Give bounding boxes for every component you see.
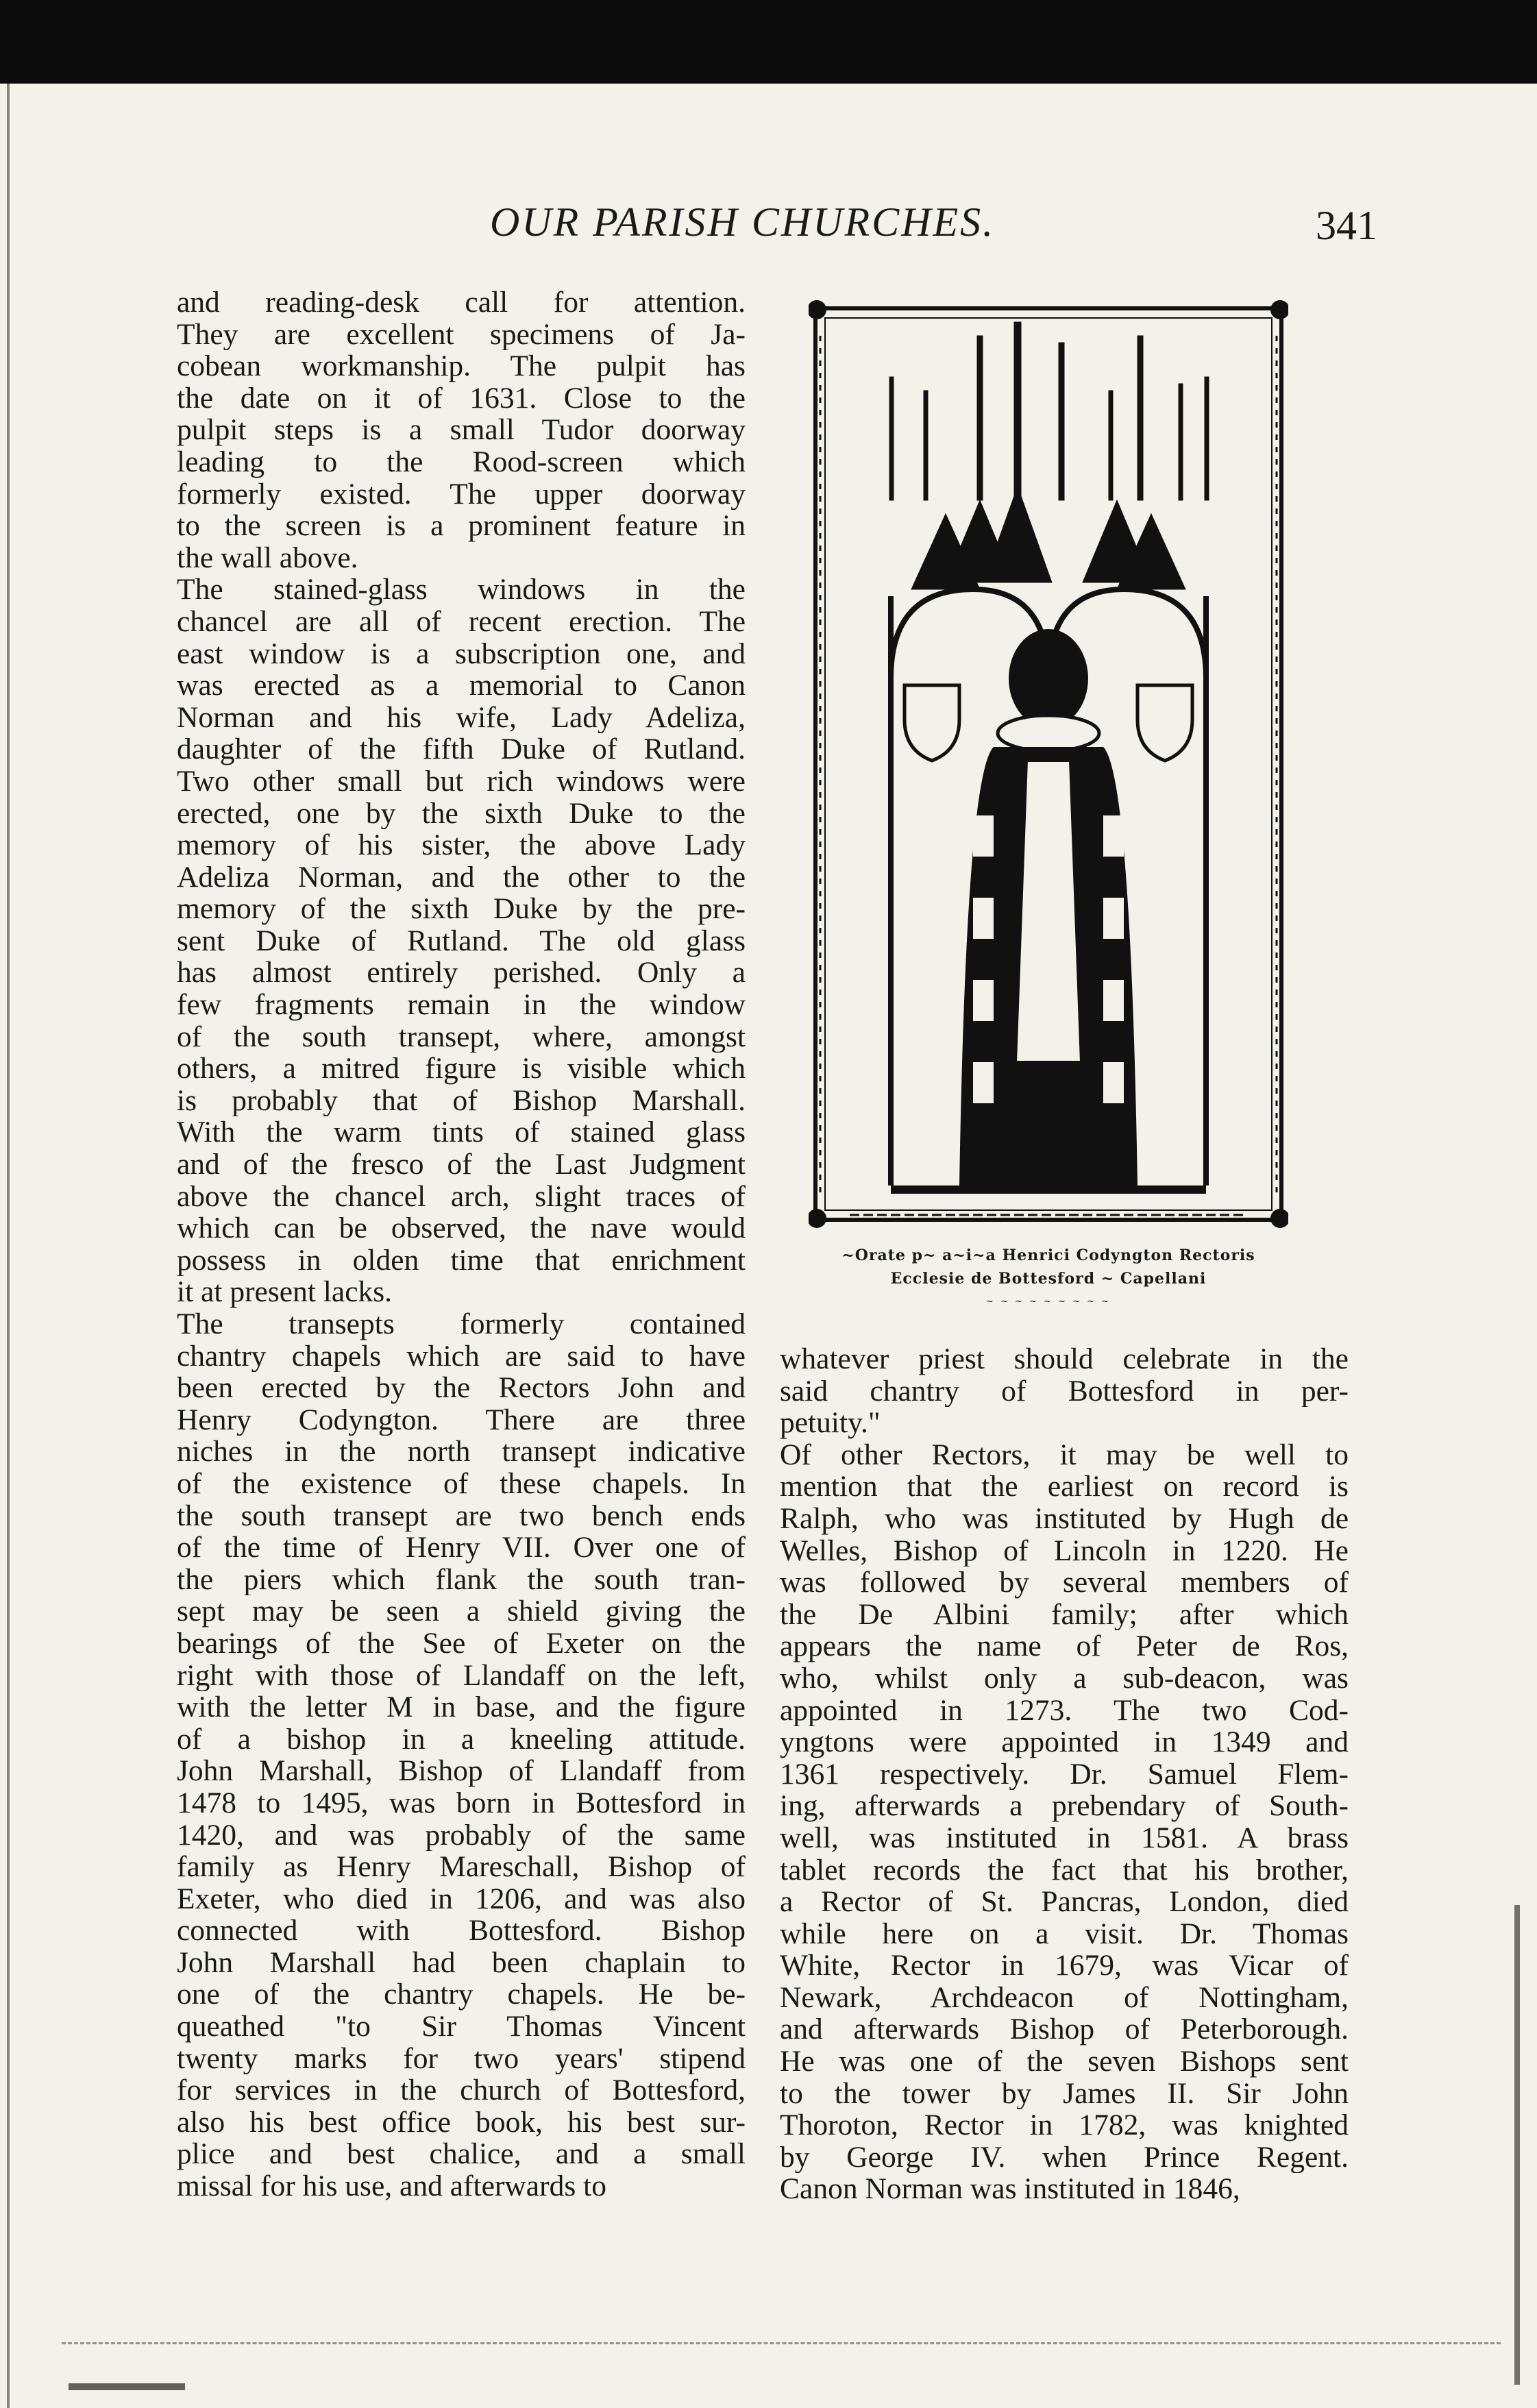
text-line: has almost entirely perished. Only a <box>177 957 746 990</box>
text-line: White, Rector in 1679, was Vicar of <box>780 1950 1349 1982</box>
text-line: petuity." <box>780 1407 881 1439</box>
text-line: chancel are all of recent erection. The <box>177 605 746 638</box>
text-line: Newark, Archdeacon of Nottingham, <box>780 1981 1349 2014</box>
text-line: The transepts formerly contained <box>177 1308 746 1340</box>
text-line: queathed "to Sir Thomas Vincent <box>177 2011 746 2043</box>
caption-line-3: ~ ~ ~ ~ ~ ~ ~ ~ ~ <box>985 1297 1111 1307</box>
text-line: leading to the Rood-screen which <box>177 445 746 478</box>
text-line: was erected as a memorial to Canon <box>177 669 746 702</box>
text-line: bearings of the See of Exeter on the <box>177 1627 746 1660</box>
text-line: and afterwards Bishop of Peterborough. <box>780 2013 1349 2046</box>
brass-effigy-figure <box>809 295 1288 1233</box>
text-line: right with those of Llandaff on the left, <box>177 1659 746 1692</box>
right-column-text <box>780 1343 1349 2205</box>
scan-smudge <box>69 2383 185 2390</box>
text-line: the south transept are two bench ends <box>177 1499 746 1532</box>
text-line: appointed in 1273. The two Cod- <box>780 1694 1349 1727</box>
text-line: one of the chantry chapels. He be- <box>177 1978 746 2011</box>
caption-line-2: Ecclesie de Bottesford ~ Capellani <box>890 1270 1207 1288</box>
text-line: memory of his sister, the above Lady <box>177 829 746 861</box>
text-line: 1420, and was probably of the same <box>177 1819 746 1852</box>
page-number: 341 <box>1316 203 1377 248</box>
text-line: Henry Codyngton. There are three <box>177 1403 746 1436</box>
text-line: pulpit steps is a small Tudor doorway <box>177 414 746 446</box>
text-line: and reading-desk call for attention. <box>177 286 746 319</box>
text-line: the wall above. <box>177 541 358 574</box>
text-line: connected with Bottesford. Bishop <box>177 1915 746 1947</box>
text-line: mention that the earliest on record is <box>780 1471 1349 1503</box>
text-line: daughter of the fifth Duke of Rutland. <box>177 733 746 765</box>
text-line: 1478 to 1495, was born in Bottesford in <box>177 1786 746 1819</box>
text-line: who, whilst only a sub-deacon, was <box>780 1662 1349 1695</box>
text-line: memory of the sixth Duke by the pre- <box>177 893 746 925</box>
text-line: ing, afterwards a prebendary of South- <box>780 1790 1349 1822</box>
text-line: above the chancel arch, slight traces of <box>177 1180 746 1213</box>
text-line: east window is a subscription one, and <box>177 637 746 670</box>
text-line: with the letter M in base, and the figure <box>177 1691 746 1723</box>
text-line: of the south transept, where, amongst <box>177 1020 746 1053</box>
text-line: Welles, Bishop of Lincoln in 1220. He <box>780 1534 1349 1567</box>
text-line: of a bishop in a kneeling attitude. <box>177 1723 746 1756</box>
text-line: Adeliza Norman, and the other to the <box>177 861 746 894</box>
left-column-text <box>177 286 746 2202</box>
text-line: said chantry of Bottesford in per- <box>780 1375 1349 1408</box>
text-line: of the existence of these chapels. In <box>177 1467 746 1500</box>
text-line: family as Henry Mareschall, Bishop of <box>177 1851 746 1883</box>
text-line: niches in the north transept indicative <box>177 1436 746 1468</box>
text-line: erected, one by the sixth Duke to the <box>177 797 746 830</box>
text-line: With the warm tints of stained glass <box>177 1116 746 1149</box>
text-line: Canon Norman was instituted in 1846, <box>780 2173 1240 2206</box>
text-line: Of other Rectors, it may be well to <box>780 1438 1349 1471</box>
text-line: missal for his use, and afterwards to <box>177 2170 606 2202</box>
text-line: well, was instituted in 1581. A brass <box>780 1821 1349 1854</box>
text-line: sent Duke of Rutland. The old glass <box>177 924 746 957</box>
text-line: whatever priest should celebrate in the <box>780 1343 1349 1375</box>
text-line: few fragments remain in the window <box>177 989 746 1021</box>
brass-effigy-illustration <box>809 295 1288 1233</box>
text-line: He was one of the seven Bishops sent <box>780 2045 1349 2078</box>
text-line: appears the name of Peter de Ros, <box>780 1630 1349 1662</box>
text-line: the De Albini family; after which <box>780 1598 1349 1631</box>
text-line: the date on it of 1631. Close to the <box>177 382 746 415</box>
text-line: a Rector of St. Pancras, London, died <box>780 1886 1349 1918</box>
caption-line-1: ~Orate p~ a~i~a Henrici Codyngton Rectoris <box>841 1246 1255 1264</box>
text-line: to the tower by James II. Sir John <box>780 2077 1349 2110</box>
text-line: Thoroton, Rector in 1782, was knighted <box>780 2109 1349 2141</box>
text-line: The stained-glass windows in the <box>177 574 746 606</box>
running-title: OUR PARISH CHURCHES. <box>490 199 996 245</box>
scan-top-border <box>0 0 1537 84</box>
text-line: chantry chapels which are said to have <box>177 1340 746 1373</box>
text-line: John Marshall, Bishop of Llandaff from <box>177 1755 746 1787</box>
text-line: is probably that of Bishop Marshall. <box>177 1084 746 1117</box>
text-line: They are excellent specimens of Ja- <box>177 318 746 351</box>
text-line: Exeter, who died in 1206, and was also <box>177 1882 746 1915</box>
text-line: the piers which flank the south tran- <box>177 1563 746 1596</box>
figure-caption <box>781 1244 1316 1314</box>
text-line: also his best office book, his best sur- <box>177 2106 746 2139</box>
text-line: cobean workmanship. The pulpit has <box>177 350 746 382</box>
text-line: and of the fresco of the Last Judgment <box>177 1148 746 1181</box>
text-line: Ralph, who was instituted by Hugh de <box>780 1502 1349 1535</box>
text-line: tablet records the fact that his brother, <box>780 1854 1349 1887</box>
text-line: sept may be seen a shield giving the <box>177 1595 746 1627</box>
text-line: by George IV. when Prince Regent. <box>780 2141 1349 2174</box>
text-line: it at present lacks. <box>177 1276 393 1308</box>
text-line: while here on a visit. Dr. Thomas <box>780 1917 1349 1950</box>
footer-rule <box>62 2342 1501 2344</box>
text-line: of the time of Henry VII. Over one of <box>177 1532 746 1564</box>
text-line: to the screen is a prominent feature in <box>177 510 746 542</box>
text-line: which can be observed, the nave would <box>177 1212 746 1244</box>
text-line: possess in olden time that enrichment <box>177 1244 746 1277</box>
text-line: for services in the church of Bottesford, <box>177 2074 746 2106</box>
text-line: others, a mitred figure is visible which <box>177 1053 746 1085</box>
text-line: yngtons were appointed in 1349 and <box>780 1726 1349 1758</box>
text-line: twenty marks for two years' stipend <box>177 2042 746 2075</box>
text-line: plice and best chalice, and a small <box>177 2138 746 2171</box>
text-line: formerly existed. The upper doorway <box>177 478 746 511</box>
text-line: was followed by several members of <box>780 1567 1349 1599</box>
text-line: John Marshall had been chaplain to <box>177 1946 746 1979</box>
text-line: 1361 respectively. Dr. Samuel Flem- <box>780 1758 1349 1791</box>
scan-left-edge <box>7 84 10 2408</box>
text-line: been erected by the Rectors John and <box>177 1372 746 1404</box>
text-line: Two other small but rich windows were <box>177 765 746 798</box>
text-line: Norman and his wife, Lady Adeliza, <box>177 701 746 734</box>
scan-right-edge <box>1514 1905 1520 2385</box>
